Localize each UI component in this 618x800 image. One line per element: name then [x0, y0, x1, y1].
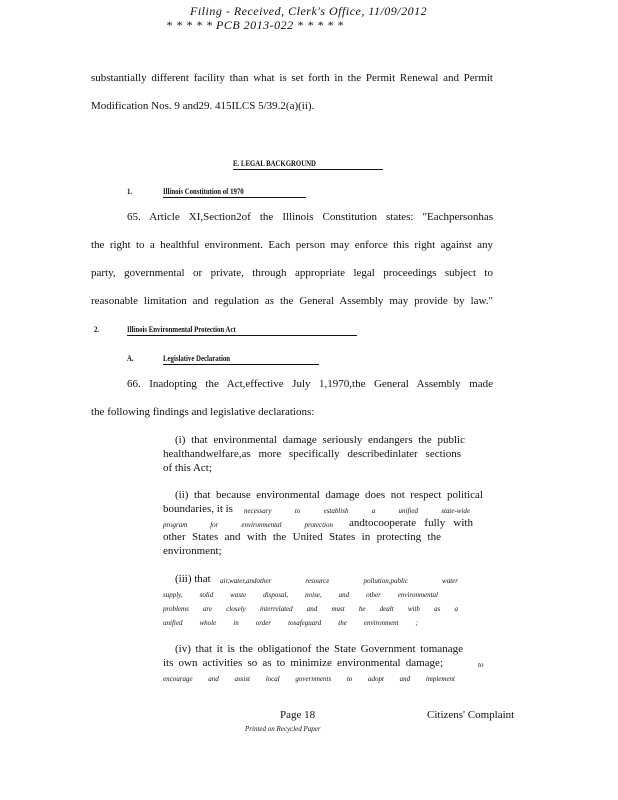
subsection-2-underline: [127, 335, 357, 336]
page-number: Page 18: [280, 709, 316, 721]
item-ii-line-2-lead: boundaries, it is: [163, 503, 233, 515]
item-iii-line-1-small: air,water,andother resource pollution,public water: [220, 577, 458, 585]
item-ii-line-4: other States and with the United States in protecting the: [163, 531, 441, 543]
item-ii-line-1: (ii) that because environmental damage does not respect political: [175, 489, 483, 501]
item-i-line-2: healthandwelfare,as more specifically describedinlater sections: [163, 448, 461, 460]
item-iii-line-3-small: problems are closely interrelated and must be dealt with as a: [163, 605, 458, 613]
subsection-2-title: Illinois Environmental Protection Act: [127, 324, 236, 334]
item-i-line-3: of this Act;: [163, 462, 212, 474]
document-title: Citizens' Complaint: [427, 709, 515, 721]
item-ii-line-5: environment;: [163, 545, 222, 557]
item-i-line-1: (i) that environmental damage seriously endangers the public: [175, 434, 465, 446]
intro-line-1: substantially different facility than what is set forth in the Permit Renewal and Permit: [91, 72, 493, 84]
section-e-underline: [233, 169, 383, 170]
subsection-1-title: Illinois Constitution of 1970: [163, 186, 244, 196]
para-65-line-3: party, governmental or private, through appropriate legal proceedings subject to: [91, 267, 493, 279]
subsection-1-underline: [163, 197, 306, 198]
recycled-paper-note: Printed on Recycled Paper: [245, 725, 321, 733]
item-iv-line-3-small: encourage and assist local governments to adopt and implement: [163, 675, 455, 683]
subsection-1-number: 1.: [127, 186, 133, 196]
item-ii-line-3-small: program for environmental protection: [163, 521, 333, 529]
item-iii-line-2-small: supply, solid waste disposal, noise, and other environmental: [163, 591, 438, 599]
subsection-a-underline: [163, 364, 319, 365]
item-ii-line-2-small: necessary to establish a unified state-wide: [244, 507, 470, 515]
para-65-line-1: 65. Article XI,Section2of the Illinois Constitution states: "Eachpersonhas: [127, 211, 493, 223]
section-e-heading: E. LEGAL BACKGROUND: [233, 158, 316, 168]
item-iv-line-1: (iv) that it is the obligationof the State Government tomanage: [175, 643, 463, 655]
subsection-a-letter: A.: [127, 353, 134, 363]
intro-line-2: Modification Nos. 9 and29. 415ILCS 5/39.2(a)(ii).: [91, 100, 315, 112]
para-65-line-2: the right to a healthful environment. Each person may enforce this right against any: [91, 239, 493, 251]
filing-stamp-line-2: * * * * * PCB 2013-022 * * * * *: [166, 18, 344, 32]
para-66-line-1: 66. Inadopting the Act,effective July 1,1970,the General Assembly made: [127, 378, 493, 390]
item-iv-line-2-small: to: [478, 661, 484, 669]
subsection-a-title: Legislative Declaration: [163, 353, 231, 363]
item-iv-line-2: its own activities so as to minimize environmental damage;: [163, 657, 443, 669]
para-65-line-4: reasonable limitation and regulation as the General Assembly may provide by law.": [91, 295, 493, 307]
filing-stamp-line-1: Filing - Received, Clerk's Office, 11/09/2012: [190, 4, 428, 18]
item-ii-line-3-tail: andtocooperate fully with: [349, 517, 473, 529]
item-iii-line-4-small: unified whole in order tosafeguard the environment ;: [163, 619, 418, 627]
item-iii-lead: (iii) that: [175, 573, 211, 585]
subsection-2-number: 2.: [94, 324, 100, 334]
para-66-line-2: the following findings and legislative declarations:: [91, 406, 315, 418]
